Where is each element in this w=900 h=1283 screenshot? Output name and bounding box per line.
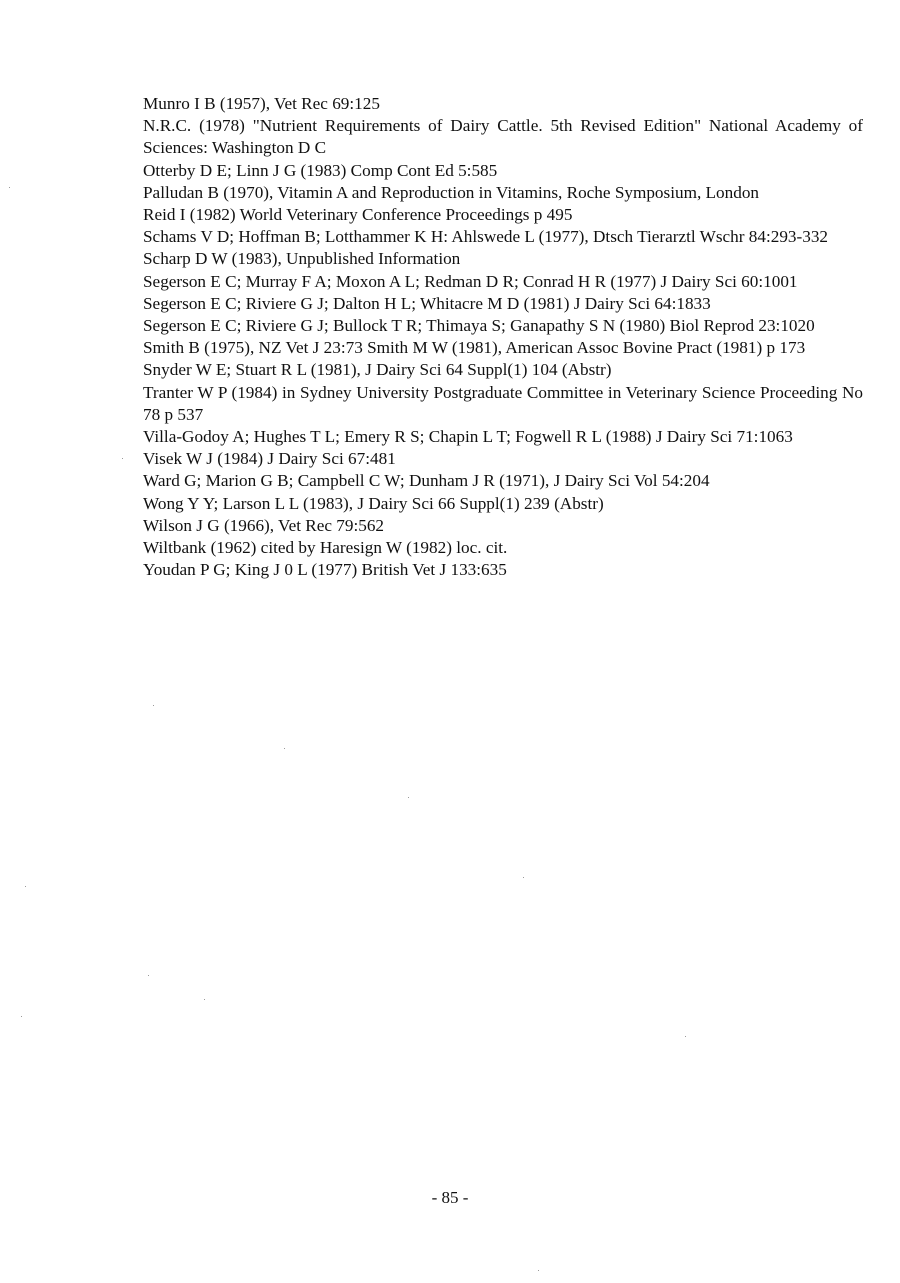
scan-speck xyxy=(408,797,409,798)
reference-entry: Villa-Godoy A; Hughes T L; Emery R S; Chapin L T; Fogwell R L (1988) J Dairy Sci 71:1063 xyxy=(143,427,793,447)
reference-entry: Wilson J G (1966), Vet Rec 79:562 xyxy=(143,515,385,535)
scan-speck xyxy=(204,999,205,1000)
reference-entry: N.R.C. (1978) "Nutrient Requirements of Dairy Cattle. 5th Revised Edition" National Academy of Sciences: Washington D C xyxy=(143,116,863,158)
reference-entry: Palludan B (1970), Vitamin A and Reproduction in Vitamins, Roche Symposium, London xyxy=(143,182,760,202)
reference-entry: Schams V D; Hoffman B; Lotthammer K H: Ahlswede L (1977), Dtsch Tierarztl Wschr 84:293-332 xyxy=(143,227,829,247)
reference-entry: Munro I B (1957), Vet Rec 69:125 xyxy=(143,94,380,113)
scan-speck xyxy=(685,1036,686,1037)
reference-entry: Ward G; Marion G B; Campbell C W; Dunham J R (1971), J Dairy Sci Vol 54:204 xyxy=(143,471,710,491)
reference-entry: Smith B (1975), NZ Vet J 23:73 Smith M W (1981), American Assoc Bovine Pract (1981) p 173 xyxy=(143,338,806,358)
reference-entry: Reid I (1982) World Veterinary Conference Proceedings p 495 xyxy=(143,205,573,225)
reference-entry: Tranter W P (1984) in Sydney University Postgraduate Committee in Veterinary Science Proceeding No 78 p 537 xyxy=(143,382,863,424)
scan-speck xyxy=(25,886,26,887)
scan-speck xyxy=(523,877,524,878)
scan-speck xyxy=(538,1270,539,1271)
reference-entry: Segerson E C; Riviere G J; Bullock T R; Thimaya S; Ganapathy S N (1980) Biol Reprod 23:1020 xyxy=(143,316,815,336)
reference-entry: Wiltbank (1962) cited by Haresign W (1982) loc. cit. xyxy=(143,538,508,558)
scan-speck xyxy=(153,705,154,706)
reference-entry: Segerson E C; Murray F A; Moxon A L; Redman D R; Conrad H R (1977) J Dairy Sci 60:1001 xyxy=(143,271,798,291)
reference-entry: Wong Y Y; Larson L L (1983), J Dairy Sci 66 Suppl(1) 239 (Abstr) xyxy=(143,493,604,513)
reference-entry: Youdan P G; King J 0 L (1977) British Vet J 133:635 xyxy=(143,560,507,580)
scan-speck xyxy=(148,975,149,976)
scan-speck xyxy=(284,748,285,749)
scan-speck xyxy=(122,458,123,459)
page-number: - 85 - xyxy=(431,1188,469,1207)
scan-speck xyxy=(21,1016,22,1017)
reference-entry: Visek W J (1984) J Dairy Sci 67:481 xyxy=(143,449,396,469)
scan-speck xyxy=(9,187,10,188)
reference-list xyxy=(143,93,863,581)
reference-entry: Otterby D E; Linn J G (1983) Comp Cont Ed 5:585 xyxy=(143,160,498,180)
reference-entry: Segerson E C; Riviere G J; Dalton H L; Whitacre M D (1981) J Dairy Sci 64:1833 xyxy=(143,293,711,313)
reference-entry: Snyder W E; Stuart R L (1981), J Dairy Sci 64 Suppl(1) 104 (Abstr) xyxy=(143,360,612,380)
reference-entry: Scharp D W (1983), Unpublished Information xyxy=(143,249,461,269)
